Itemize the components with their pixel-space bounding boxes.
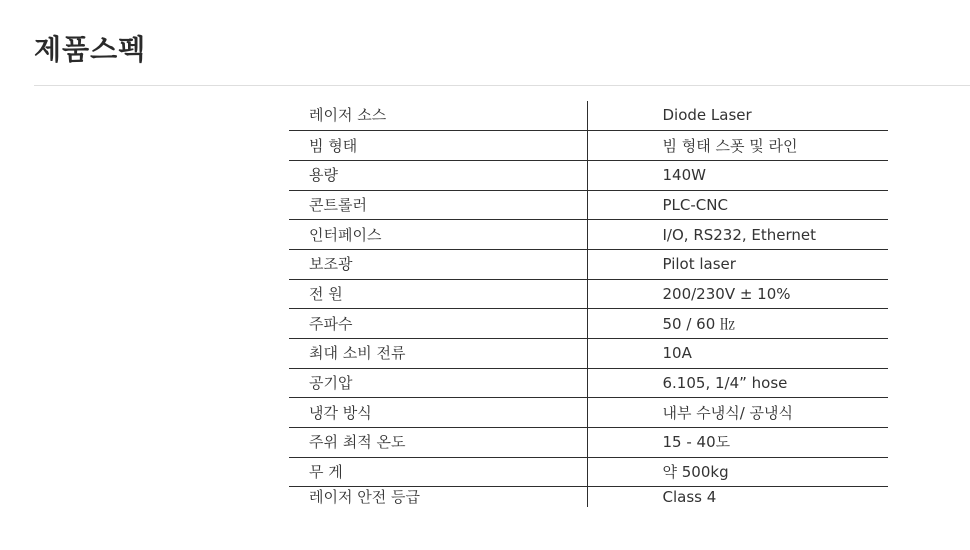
spec-row [289,339,888,369]
spec-value: I/O, RS232, Ethernet [587,220,888,250]
spec-label: 인터페이스 [289,220,587,250]
spec-table [289,101,888,507]
spec-value: 빔 형태 스폿 및 라인 [587,131,888,161]
spec-row [289,160,888,190]
spec-label: 레이저 안전 등급 [289,487,587,507]
spec-label: 용량 [289,160,587,190]
spec-value: 내부 수냉식/ 공냉식 [587,398,888,428]
spec-value: 10A [587,339,888,369]
spec-label: 냉각 방식 [289,398,587,428]
spec-row [289,220,888,250]
spec-label: 레이저 소스 [289,101,587,131]
page-title: 제품스펙 [34,33,147,66]
spec-value: Class 4 [662,488,717,507]
spec-value: 15 - 40도 [587,428,888,458]
spec-label: 주위 최적 온도 [289,428,587,458]
spec-label: 콘트롤러 [289,190,587,220]
spec-value: 140W [587,160,888,190]
spec-label: 전 원 [289,279,587,309]
spec-row [289,368,888,398]
spec-label: 공기압 [289,368,587,398]
title-divider [34,85,970,86]
spec-value: PLC-CNC [587,190,888,220]
spec-row [289,457,888,487]
spec-value: Pilot laser [587,249,888,279]
spec-value: 약 500kg [587,457,888,487]
spec-value: 6.105, 1/4” hose [587,368,888,398]
spec-row [289,101,888,131]
spec-label: 보조광 [289,249,587,279]
spec-row [289,249,888,279]
spec-row [289,131,888,161]
spec-row [289,398,888,428]
spec-label: 빔 형태 [289,131,587,161]
spec-label: 무 게 [289,457,587,487]
spec-value: 200/230V ± 10% [587,279,888,309]
spec-row [289,309,888,339]
spec-row [289,190,888,220]
spec-label: 최대 소비 전류 [289,339,587,369]
spec-value: 50 / 60 ㎐ [587,309,888,339]
spec-row [289,487,888,507]
spec-row [289,279,888,309]
spec-value: Diode Laser [587,101,888,131]
spec-row [289,428,888,458]
spec-label: 주파수 [289,309,587,339]
